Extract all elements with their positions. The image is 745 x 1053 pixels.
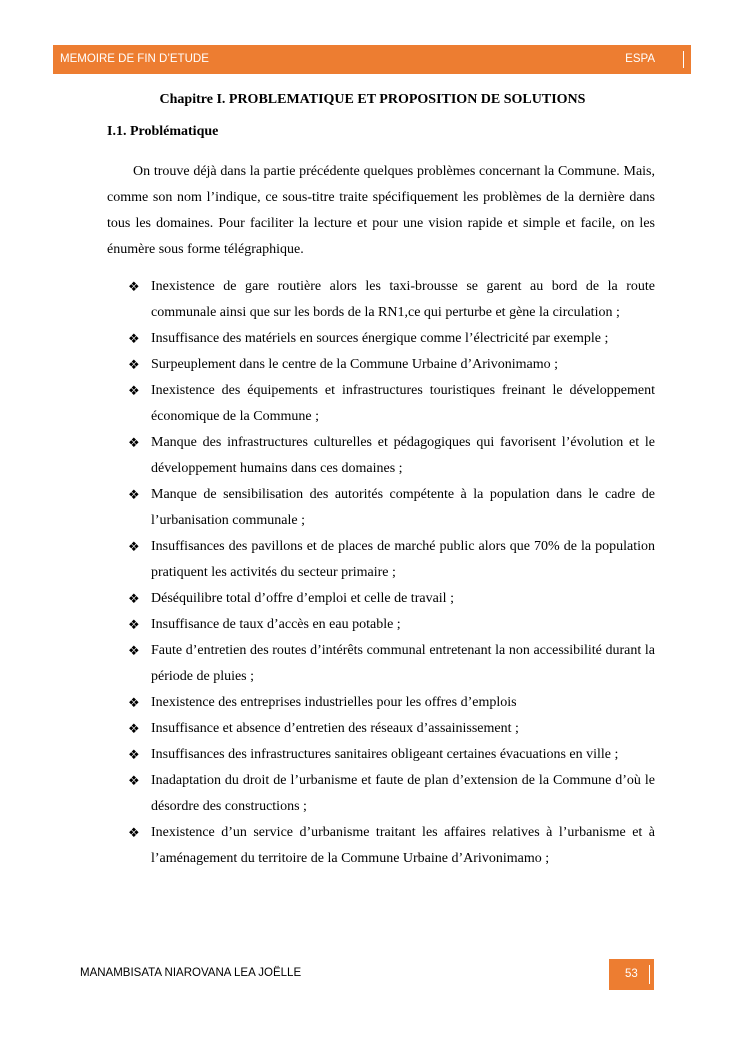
list-item — [128, 820, 655, 872]
list-item — [128, 742, 655, 768]
list-item — [128, 586, 655, 612]
page-number-box — [609, 959, 654, 990]
list-item-text: Inadaptation du droit de l’urbanisme et faute de plan d’extension de la Commune d’où le désordre des constructions ; — [151, 773, 655, 814]
page-number: 53 — [625, 968, 638, 980]
problem-list — [128, 274, 655, 872]
list-item — [128, 326, 655, 352]
chapter-title: Chapitre I. PROBLEMATIQUE ET PROPOSITION DE SOLUTIONS — [159, 92, 586, 107]
list-item-text: Inexistence d’un service d’urbanisme traitant les affaires relatives à l’urbanisme et à l’aménagement du territoire de la Commune Urbaine d’Arivonimamo ; — [151, 825, 655, 866]
list-item-text: Faute d’entretien des routes d’intérêts communal entretenant la non accessibilité durant la période de pluies ; — [151, 643, 655, 684]
diamond-bullet-icon: ❖ — [128, 383, 140, 398]
list-item — [128, 274, 655, 326]
diamond-bullet-icon: ❖ — [128, 331, 140, 346]
list-item-text: Insuffisance des matériels en sources énergique comme l’électricité par exemple ; — [151, 331, 609, 346]
list-item-text: Manque de sensibilisation des autorités compétente à la population dans le cadre de l’urbanisation communale ; — [151, 487, 655, 528]
list-item-text: Insuffisance et absence d’entretien des réseaux d’assainissement ; — [151, 721, 519, 736]
list-item-text: Manque des infrastructures culturelles et pédagogiques qui favorisent l’évolution et le développement humains dans ces domaines ; — [151, 435, 655, 476]
list-item — [128, 482, 655, 534]
list-item — [128, 716, 655, 742]
diamond-bullet-icon: ❖ — [128, 279, 140, 294]
list-item-text: Surpeuplement dans le centre de la Commune Urbaine d’Arivonimamo ; — [151, 357, 559, 372]
diamond-bullet-icon: ❖ — [128, 357, 140, 372]
diamond-bullet-icon: ❖ — [128, 643, 140, 658]
diamond-bullet-icon: ❖ — [128, 487, 140, 502]
diamond-bullet-icon: ❖ — [128, 773, 140, 788]
list-item — [128, 534, 655, 586]
header-document-type: MEMOIRE DE FIN D’ETUDE — [60, 53, 209, 65]
list-item-text: Inexistence des entreprises industrielles pour les offres d’emplois — [151, 695, 517, 710]
list-item-text: Inexistence de gare routière alors les taxi-brousse se garent au bord de la route communale ainsi que sur les bords de la RN1,ce qui perturbe et gène la circulation ; — [151, 279, 655, 320]
diamond-bullet-icon: ❖ — [128, 591, 140, 606]
list-item-text: Déséquilibre total d’offre d’emploi et celle de travail ; — [151, 591, 454, 606]
diamond-bullet-icon: ❖ — [128, 825, 140, 840]
intro-paragraph: On trouve déjà dans la partie précédente quelques problèmes concernant la Commune. Mais, comme son nom l’indique, ce sous-titre traite spécifiquement les problèmes de la dernière dans tous les domaines. Pour faciliter la lecture et pour une vision rapide et simple et facile, on les énumère sous forme télégraphique. — [107, 164, 655, 257]
list-item — [128, 768, 655, 820]
list-item — [128, 690, 655, 716]
diamond-bullet-icon: ❖ — [128, 435, 140, 450]
page-header — [53, 45, 691, 74]
list-item — [128, 612, 655, 638]
list-item — [128, 378, 655, 430]
list-item-text: Insuffisance de taux d’accès en eau potable ; — [151, 617, 401, 632]
list-item — [128, 352, 655, 378]
list-item — [128, 638, 655, 690]
list-item-text: Insuffisances des infrastructures sanitaires obligeant certaines évacuations en ville ; — [151, 747, 619, 762]
footer-author: MANAMBISATA NIAROVANA LEA JOËLLE — [80, 967, 302, 979]
list-item — [128, 430, 655, 482]
diamond-bullet-icon: ❖ — [128, 721, 140, 736]
diamond-bullet-icon: ❖ — [128, 747, 140, 762]
header-divider — [683, 51, 684, 68]
diamond-bullet-icon: ❖ — [128, 695, 140, 710]
page-number-divider — [649, 965, 650, 984]
list-item-text: Inexistence des équipements et infrastructures touristiques freinant le développement économique de la Commune ; — [151, 383, 655, 424]
diamond-bullet-icon: ❖ — [128, 617, 140, 632]
diamond-bullet-icon: ❖ — [128, 539, 140, 554]
list-item-text: Insuffisances des pavillons et de places de marché public alors que 70% de la population pratiquent les activités du secteur primaire ; — [151, 539, 655, 580]
section-title: I.1. Problématique — [107, 124, 219, 139]
header-school: ESPA — [625, 53, 655, 65]
